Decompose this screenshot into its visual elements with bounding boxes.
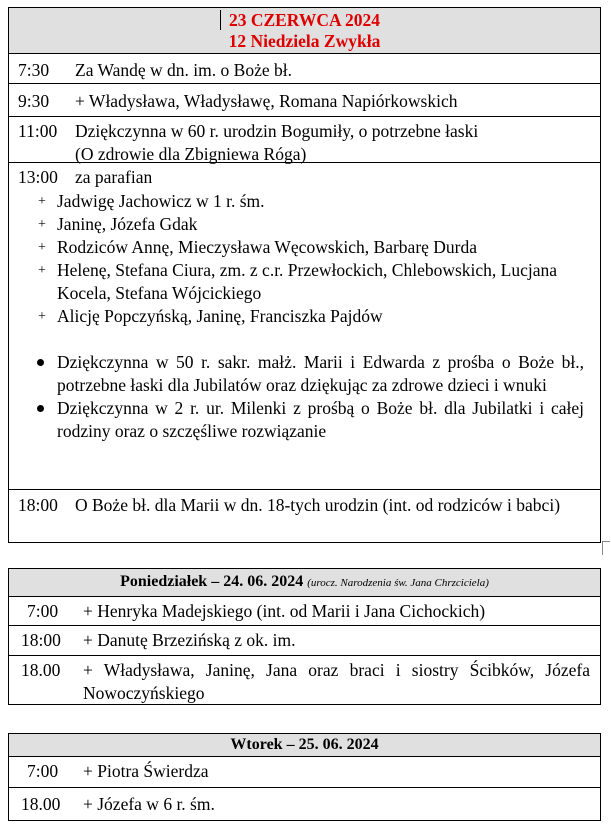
mass-time: 18.00 [21, 794, 61, 814]
tuesday-table [8, 733, 601, 821]
plus-list [9, 190, 600, 328]
list-item: + Rodziców Annę, Mieczysława Węcowskich, Barbarę Durda [9, 236, 600, 259]
sunday-date: 23 CZERWCA 2024 [228, 10, 381, 30]
mass-row [9, 117, 600, 163]
mass-intention: + Józefa w 6 r. śm. [83, 794, 215, 814]
bullet-list [9, 351, 600, 443]
mass-time: 18.00 [21, 660, 61, 680]
mass-row [9, 788, 600, 820]
mass-time: 11:00 [18, 121, 58, 141]
sunday-header [9, 8, 600, 54]
mass-row [9, 54, 600, 84]
list-item: Dziękczynna w 2 r. ur. Milenki z prośbą o Boże bł. dla Jubilatki i całej rodziny oraz o szczęśliwe rozwiązanie [9, 397, 600, 443]
monday-table [8, 568, 601, 705]
page-corner-mark [602, 541, 610, 555]
list-item: + Helenę, Stefana Ciura, zm. z c.r. Przewłockich, Chlebowskich, Lucjana Kocela, Stefana Wójcickiego [9, 259, 600, 305]
sunday-table [8, 7, 601, 543]
monday-header [9, 569, 600, 597]
list-item: + Jadwigę Jachowicz w 1 r. śm. [9, 190, 600, 213]
monday-title: Poniedziałek – 24. 06. 2024 [120, 573, 304, 590]
mass-intention: Za Wandę w dn. im. o Boże bł. [75, 60, 292, 80]
mass-row [9, 597, 600, 626]
list-item: + Janinę, Józefa Gdak [9, 213, 600, 236]
mass-row [9, 84, 600, 117]
mass-time: 7:00 [27, 761, 59, 781]
list-item: Dziękczynna w 50 r. sakr. małż. Marii i Edwarda z prośba o Boże bł., potrzebne łaski dla Jubilatów oraz dziękując za zdrowe dzieci i wnuki [9, 351, 600, 397]
mass-intention: O Boże bł. dla Marii w dn. 18-tych urodzin (int. od rodziców i babci) [75, 495, 561, 515]
mass-time: 7:00 [27, 601, 59, 621]
mass-intention: + Władysława, Janinę, Jana oraz braci i siostry Ścibków, Józefa Nowoczyńskiego [83, 660, 590, 703]
mass-intention [75, 120, 600, 166]
mass-row [9, 656, 600, 704]
tuesday-title: Wtorek – 25. 06. 2024 [230, 736, 379, 753]
mass-row [9, 626, 600, 656]
mass-intention: + Danutę Brzezińską z ok. im. [83, 630, 296, 650]
tuesday-header [9, 734, 600, 757]
text-cursor [220, 10, 221, 30]
mass-intention-line: Dziękczynna w 60 r. urodzin Bogumiły, o potrzebne łaski [75, 121, 479, 141]
mass-intention-extra: (O zdrowie dla Zbigniewa Róga) [75, 144, 307, 164]
mass-intention: + Piotra Świerdza [83, 761, 209, 781]
mass-time: 13:00 [18, 167, 58, 187]
mass-intention: za parafian [75, 167, 153, 187]
mass-time: 18:00 [18, 495, 58, 515]
mass-row-parish [9, 163, 600, 490]
mass-intention: + Władysława, Władysławę, Romana Napiórkowskich [75, 91, 458, 111]
mass-intention: + Henryka Madejskiego (int. od Marii i Jana Cichockich) [83, 601, 486, 621]
sunday-name: 12 Niedziela Zwykła [228, 31, 381, 51]
monday-note: (urocz. Narodzenia św. Jana Chrzciciela) [307, 577, 489, 589]
mass-time: 9:30 [18, 91, 50, 111]
mass-time: 7:30 [18, 60, 50, 80]
mass-row [9, 490, 600, 542]
list-item: + Alicję Popczyńską, Janinę, Franciszka Pajdów [9, 305, 600, 328]
mass-row [9, 757, 600, 788]
mass-time: 18:00 [21, 630, 61, 650]
